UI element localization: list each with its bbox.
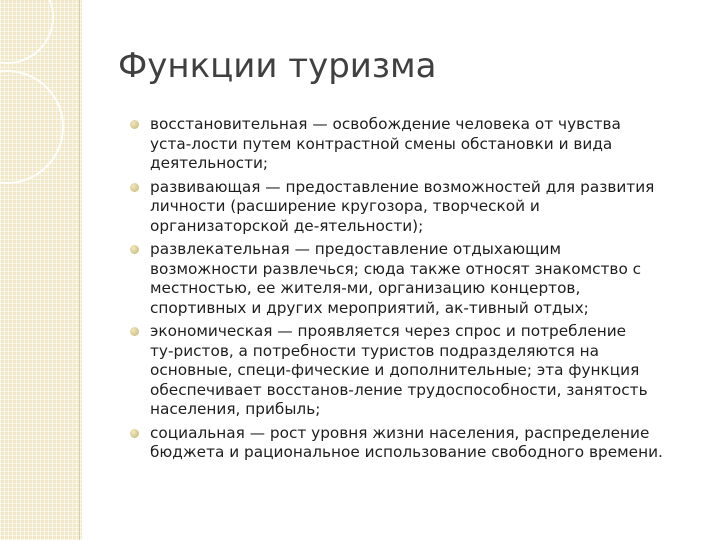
bullet-item bbox=[130, 322, 698, 420]
bullet-item bbox=[130, 240, 698, 318]
bullet-text: экономическая — проявляется через спрос и потребление ту-ристов, а потребности туристов подразделяются на основные, специ-фические и дополнительные; эта функция обеспечивает восстанов-ление трудоспособности, занятость населения, прибыль; bbox=[150, 322, 648, 418]
bullet-text: восстановительная — освобождение человека от чувства уста-лости путем контрастной смены обстановки и вида деятельности; bbox=[150, 115, 621, 172]
bullet-dot-icon bbox=[130, 429, 139, 438]
slide-title: Функции туризма bbox=[118, 46, 437, 86]
bullet-text: развлекательная — предоставление отдыхающим возможности развлечься; сюда также относят знакомство с местностью, ее жителя-ми, организацию концертов, спортивных и других мероприятий, ак-тивный отдых; bbox=[150, 240, 642, 317]
decorative-side-band bbox=[0, 0, 82, 540]
bullet-text: социальная — рост уровня жизни населения, распределение бюджета и рациональное использование свободного времени. bbox=[150, 423, 663, 461]
bullet-dot-icon bbox=[130, 327, 139, 336]
bullet-dot-icon bbox=[130, 120, 139, 129]
decorative-circle bbox=[0, 0, 54, 64]
bullet-item bbox=[130, 424, 698, 463]
bullet-dot-icon bbox=[130, 183, 139, 192]
bullet-item bbox=[130, 178, 698, 237]
bullet-item bbox=[130, 115, 698, 174]
bullet-text: развивающая — предоставление возможностей для развития личности (расширение кругозора, творческой и организаторской де-ятельности); bbox=[150, 177, 655, 235]
bullet-list bbox=[130, 115, 698, 467]
bullet-dot-icon bbox=[130, 245, 139, 254]
decorative-circle bbox=[0, 70, 64, 184]
side-divider bbox=[79, 0, 80, 540]
